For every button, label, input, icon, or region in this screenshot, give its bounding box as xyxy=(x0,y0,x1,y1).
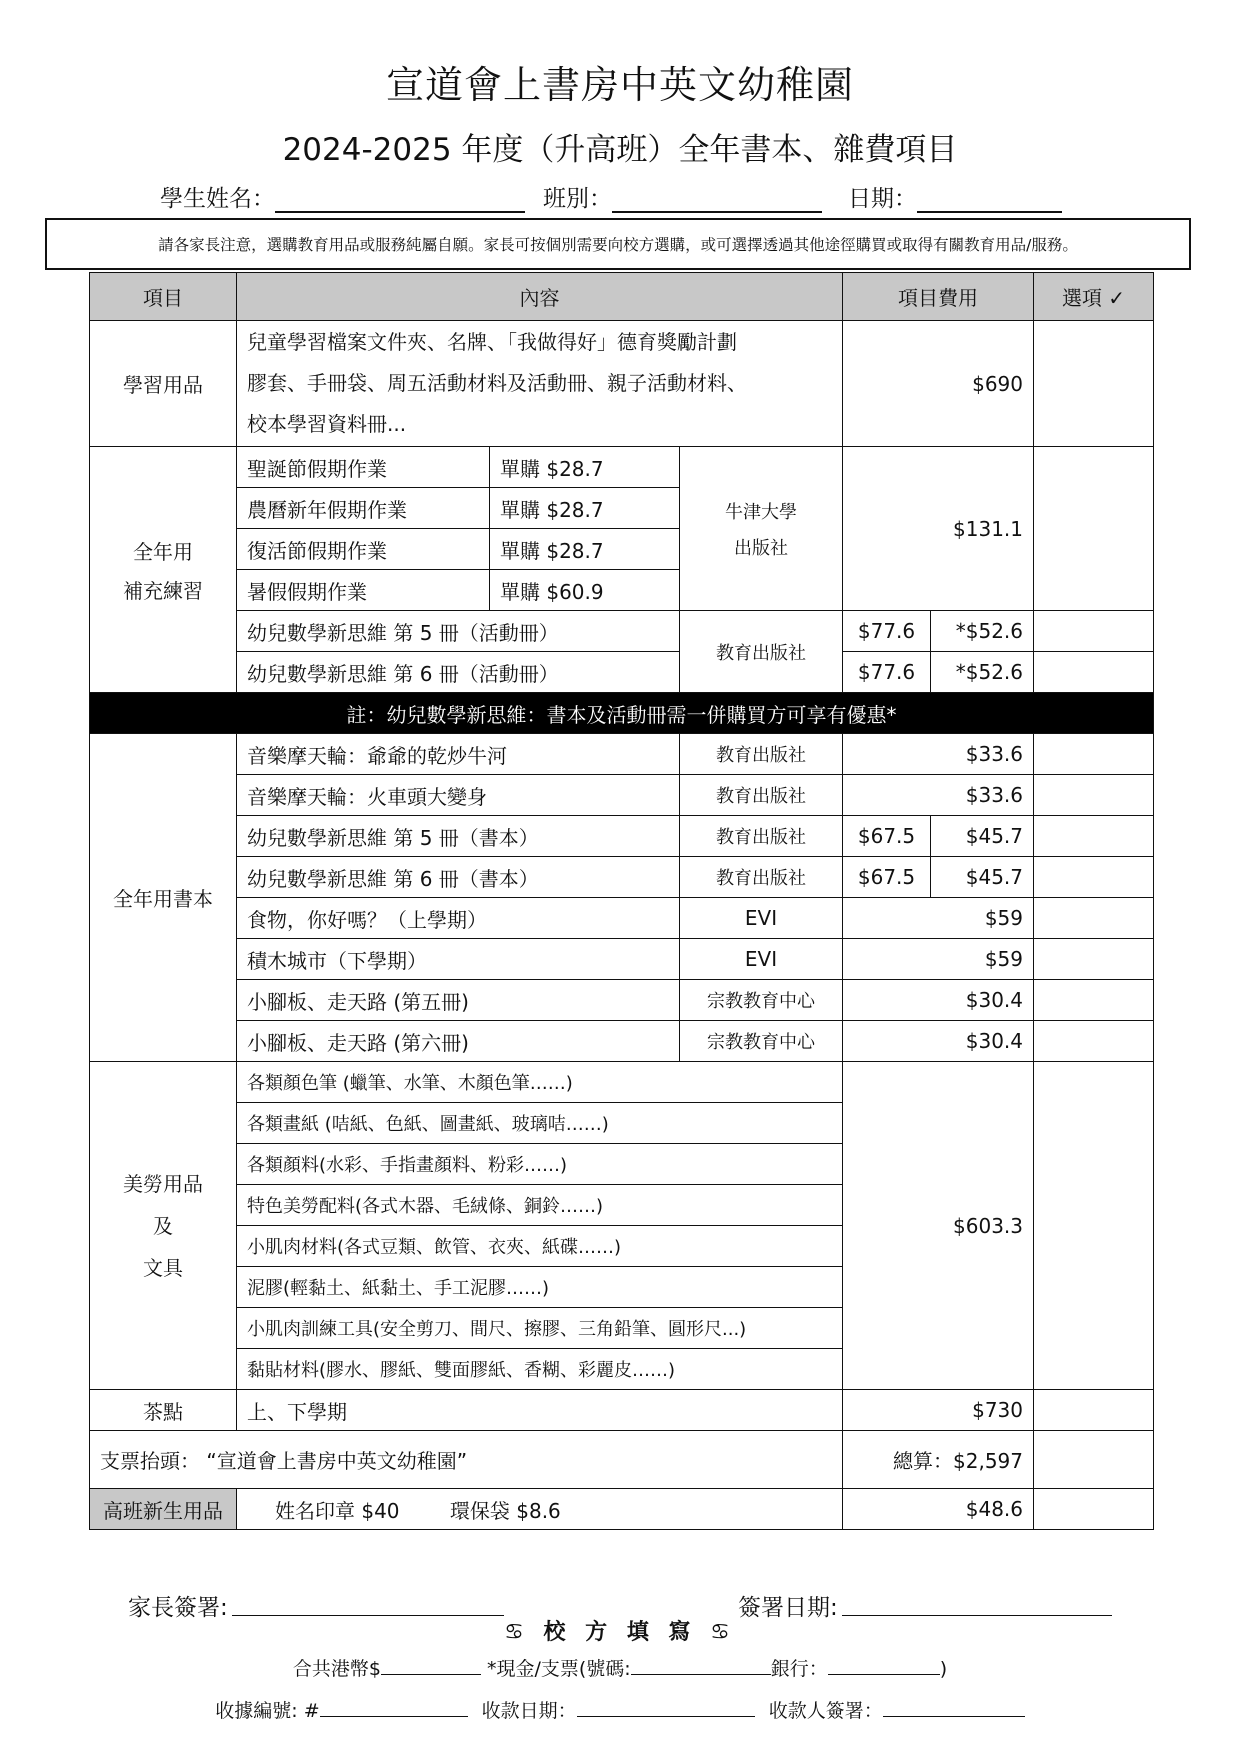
table-row xyxy=(90,1489,1154,1530)
option-checkbox[interactable] xyxy=(1034,1021,1154,1062)
table-row xyxy=(90,447,1154,488)
student-name-field[interactable] xyxy=(275,185,525,213)
total-amount: 總算：$2,597 xyxy=(843,1431,1034,1489)
table-row xyxy=(90,1431,1154,1489)
bank-field[interactable] xyxy=(828,1654,940,1675)
discount-note: 註：幼兒數學新思維：書本及活動冊需一併購買方可享有優惠* xyxy=(90,693,1154,734)
practice-price: 單購 $28.7 xyxy=(490,529,680,570)
book-name: 小腳板、走天路 (第五冊) xyxy=(237,980,680,1021)
practice-name: 農曆新年假期作業 xyxy=(237,488,490,529)
practice-fee: $131.1 xyxy=(843,447,1034,611)
learning-line: 兒童學習檔案文件夾、名牌、「我做得好」德育獎勵計劃 xyxy=(247,330,737,354)
book-publisher: 教育出版社 xyxy=(680,816,843,857)
practice-item-line: 補充練習 xyxy=(123,578,203,603)
snack-content: 上、下學期 xyxy=(237,1390,843,1431)
payment-line xyxy=(0,1654,1240,1681)
practice-price: 單購 $28.7 xyxy=(490,447,680,488)
book-orig-price: $67.5 xyxy=(843,816,931,857)
student-name-label: 學生姓名： xyxy=(160,186,275,212)
publisher-line: 牛津大學 xyxy=(725,501,797,523)
cheque-number-field[interactable] xyxy=(631,1654,771,1675)
art-supply: 各類畫紙 (咭紙、色紙、圖畫紙、玻璃咭……) xyxy=(237,1103,843,1144)
practice-name: 暑假假期作業 xyxy=(237,570,490,611)
art-supply: 小肌肉材料(各式豆類、飲管、衣夾、紙碟……) xyxy=(237,1226,843,1267)
math-publisher: 教育出版社 xyxy=(680,611,843,693)
book-publisher: 教育出版社 xyxy=(680,775,843,816)
class-field[interactable] xyxy=(612,185,822,213)
art-supply: 特色美勞配料(各式木器、毛絨條、銅鈴……) xyxy=(237,1185,843,1226)
book-fee: $30.4 xyxy=(843,1021,1034,1062)
parent-sign-label: 家長簽署: xyxy=(128,1595,228,1621)
table-row xyxy=(90,1062,1154,1103)
header-fee: 項目費用 xyxy=(843,273,1034,321)
option-checkbox[interactable] xyxy=(1034,939,1154,980)
cash-cheque-label: *現金/支票(號碼: xyxy=(486,1658,631,1680)
book-orig-price: $67.5 xyxy=(843,857,931,898)
art-supply: 小肌肉訓練工具(安全剪刀、間尺、擦膠、三角鉛筆、圓形尺...) xyxy=(237,1308,843,1349)
book-name: 積木城市（下學期） xyxy=(237,939,680,980)
art-supply: 各類顏料(水彩、手指畫顏料、粉彩……) xyxy=(237,1144,843,1185)
book-fee: $33.6 xyxy=(843,734,1034,775)
receipt-no-field[interactable] xyxy=(320,1696,468,1717)
option-checkbox[interactable] xyxy=(1034,1062,1154,1390)
art-fee: $603.3 xyxy=(843,1062,1034,1390)
table-row xyxy=(90,611,1154,652)
practice-price: 單購 $60.9 xyxy=(490,570,680,611)
total-option xyxy=(1034,1431,1154,1489)
snack-fee: $730 xyxy=(843,1390,1034,1431)
option-checkbox[interactable] xyxy=(1034,857,1154,898)
learning-content xyxy=(237,321,843,447)
option-checkbox[interactable] xyxy=(1034,816,1154,857)
table-row xyxy=(90,652,1154,693)
option-checkbox[interactable] xyxy=(1034,898,1154,939)
book-name: 音樂摩天輪：火車頭大變身 xyxy=(237,775,680,816)
sign-date-field[interactable] xyxy=(842,1589,1112,1616)
book-name: 幼兒數學新思維 第 6 冊（書本） xyxy=(237,857,680,898)
book-publisher: 教育出版社 xyxy=(680,857,843,898)
option-checkbox[interactable] xyxy=(1034,652,1154,693)
option-checkbox[interactable] xyxy=(1034,734,1154,775)
total-hkd-label: 合共港幣$ xyxy=(292,1658,381,1680)
student-info-line xyxy=(160,180,1100,213)
practice-name: 聖誕節假期作業 xyxy=(237,447,490,488)
table-row xyxy=(90,775,1154,816)
book-fee: $59 xyxy=(843,898,1034,939)
practice-item-line: 全年用 xyxy=(133,539,193,564)
snack-item: 茶點 xyxy=(90,1390,237,1431)
receipt-line xyxy=(0,1696,1240,1723)
table-row xyxy=(90,816,1154,857)
school-use-heading: ♋ 校 方 填 寫 ♋ xyxy=(504,1620,736,1645)
book-fee: $33.6 xyxy=(843,775,1034,816)
art-item-line: 文具 xyxy=(143,1255,183,1280)
math-orig-price: $77.6 xyxy=(843,611,931,652)
option-checkbox[interactable] xyxy=(1034,775,1154,816)
notice-box: 請各家長注意，選購教育用品或服務純屬自願。家長可按個別需要向校方選購，或可選擇透過其他途徑購買或取得有關教育用品/服務。 xyxy=(45,218,1191,270)
class-label: 班別： xyxy=(543,186,612,212)
newstudent-content xyxy=(237,1489,843,1530)
learning-line: 膠套、手冊袋、周五活動材料及活動冊、親子活動材料、 xyxy=(247,371,747,395)
option-checkbox[interactable] xyxy=(1034,321,1154,447)
table-row xyxy=(90,898,1154,939)
book-fee: $45.7 xyxy=(931,857,1034,898)
page-title: 宣道會上書房中英文幼稚園 xyxy=(385,63,854,107)
option-checkbox[interactable] xyxy=(1034,447,1154,611)
practice-name: 復活節假期作業 xyxy=(237,529,490,570)
art-item-line: 美勞用品 xyxy=(123,1171,203,1196)
learning-item: 學習用品 xyxy=(90,321,237,447)
page-subtitle: 2024-2025 年度（升高班）全年書本、雜費項目 xyxy=(282,132,958,168)
table-row xyxy=(90,321,1154,447)
table-row xyxy=(90,857,1154,898)
learning-line: 校本學習資料冊... xyxy=(247,412,407,436)
option-checkbox[interactable] xyxy=(1034,980,1154,1021)
book-publisher: EVI xyxy=(680,898,843,939)
book-name: 食物，你好嗎？（上學期） xyxy=(237,898,680,939)
receiver-sign-field[interactable] xyxy=(883,1696,1025,1717)
header-item: 項目 xyxy=(90,273,237,321)
total-hkd-field[interactable] xyxy=(381,1654,481,1675)
eco-bag-price: 環保袋 $8.6 xyxy=(449,1498,561,1523)
art-supply: 泥膠(輕黏土、紙黏土、手工泥膠……) xyxy=(237,1267,843,1308)
parent-sign-field[interactable] xyxy=(232,1589,504,1616)
book-name: 音樂摩天輪：爺爺的乾炒牛河 xyxy=(237,734,680,775)
table-row xyxy=(90,1390,1154,1431)
table-row xyxy=(90,734,1154,775)
book-publisher: EVI xyxy=(680,939,843,980)
header-content: 內容 xyxy=(237,273,843,321)
math-orig-price: $77.6 xyxy=(843,652,931,693)
book-name: 小腳板、走天路 (第六冊) xyxy=(237,1021,680,1062)
sign-date-label: 簽署日期: xyxy=(738,1595,838,1621)
table-row xyxy=(90,980,1154,1021)
option-checkbox[interactable] xyxy=(1034,1489,1154,1530)
table-row xyxy=(90,939,1154,980)
books-item: 全年用書本 xyxy=(90,734,237,1062)
option-checkbox[interactable] xyxy=(1034,1390,1154,1431)
learning-fee: $690 xyxy=(843,321,1034,447)
receiver-sign-label: 收款人簽署： xyxy=(768,1700,883,1722)
math-discount-price: *$52.6 xyxy=(931,611,1034,652)
receive-date-label: 收款日期： xyxy=(481,1700,577,1722)
cheque-payee: 支票抬頭： “宣道會上書房中英文幼稚園” xyxy=(90,1431,843,1489)
table-row xyxy=(90,1021,1154,1062)
art-supply: 各類顏色筆 (蠟筆、水筆、木顏色筆……) xyxy=(237,1062,843,1103)
book-fee: $30.4 xyxy=(843,980,1034,1021)
date-label: 日期： xyxy=(848,186,917,212)
practice-price: 單購 $28.7 xyxy=(490,488,680,529)
book-publisher: 宗教教育中心 xyxy=(680,1021,843,1062)
receive-date-field[interactable] xyxy=(577,1696,755,1717)
name-stamp-price: 姓名印章 $40 xyxy=(275,1498,400,1523)
math-activity-name: 幼兒數學新思維 第 5 冊（活動冊） xyxy=(237,611,680,652)
practice-item xyxy=(90,447,237,693)
math-activity-name: 幼兒數學新思維 第 6 冊（活動冊） xyxy=(237,652,680,693)
receipt-no-label: 收據編號: # xyxy=(215,1700,320,1722)
date-field[interactable] xyxy=(917,185,1062,213)
book-publisher: 教育出版社 xyxy=(680,734,843,775)
publisher-line: 出版社 xyxy=(734,537,788,559)
art-item xyxy=(90,1062,237,1390)
newstudent-fee: $48.6 xyxy=(843,1489,1034,1530)
book-fee: $45.7 xyxy=(931,816,1034,857)
art-item-line: 及 xyxy=(153,1213,173,1238)
header-option: 選項 ✓ xyxy=(1034,273,1154,321)
art-supply: 黏貼材料(膠水、膠紙、雙面膠紙、香糊、彩麗皮……) xyxy=(237,1349,843,1390)
close-paren: ) xyxy=(939,1658,948,1680)
math-discount-price: *$52.6 xyxy=(931,652,1034,693)
book-publisher: 宗教教育中心 xyxy=(680,980,843,1021)
practice-publisher xyxy=(680,447,843,611)
newstudent-item: 高班新生用品 xyxy=(90,1489,237,1530)
fee-table xyxy=(89,272,1154,1530)
bank-label: 銀行： xyxy=(770,1658,828,1680)
book-name: 幼兒數學新思維 第 5 冊（書本） xyxy=(237,816,680,857)
option-checkbox[interactable] xyxy=(1034,611,1154,652)
book-fee: $59 xyxy=(843,939,1034,980)
